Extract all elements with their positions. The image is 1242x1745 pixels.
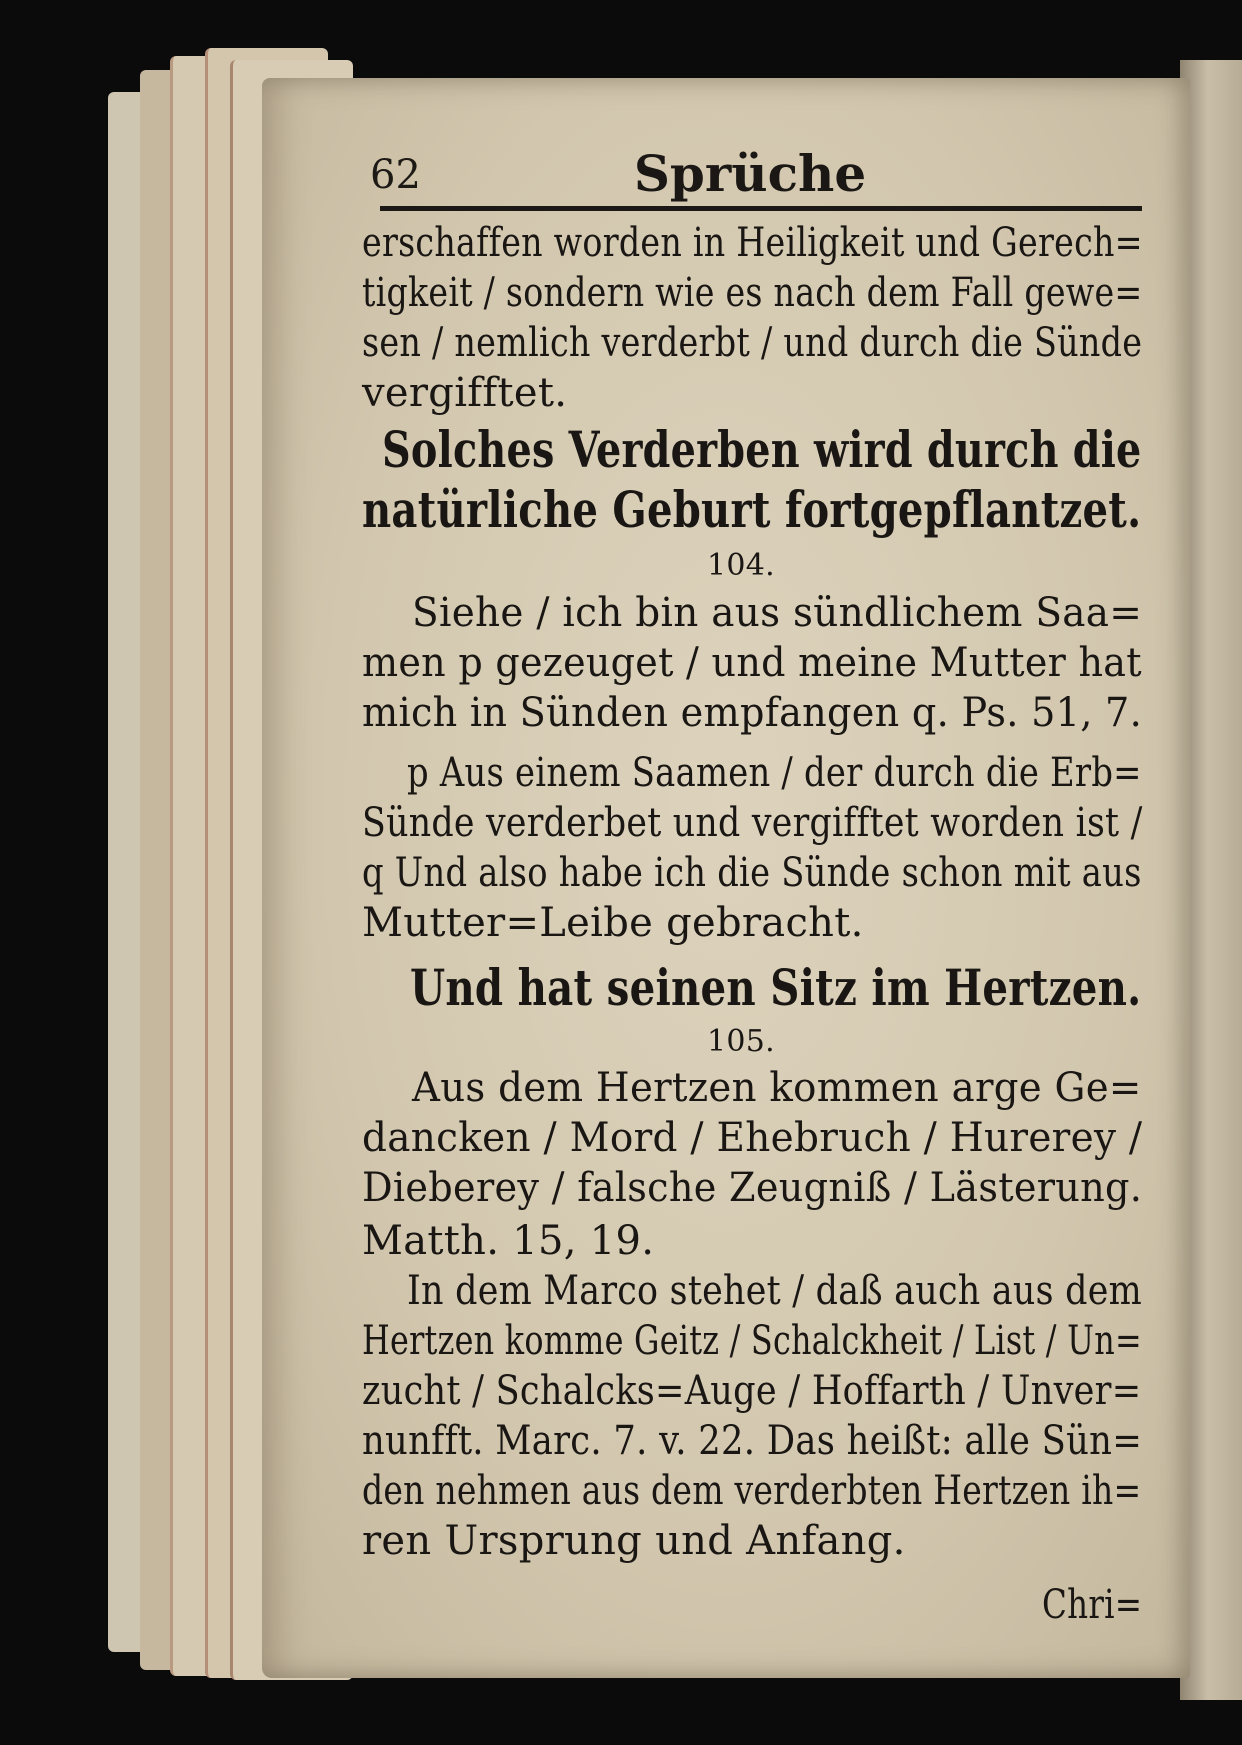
section-heading: Solches Verderben wird durch die [382,420,1142,479]
header-rule [380,206,1142,211]
text-line: In dem Marco stehet / daß auch aus dem [407,1268,1142,1314]
text-line: Dieberey / falsche Zeugniß / Lästerung. [362,1165,1143,1211]
footnote-line: p Aus einem Saamen / der durch die Erb= [407,750,1142,796]
text-line: dancken / Mord / Ehebruch / Hurerey / [362,1115,1143,1161]
text-line: tigkeit / sondern wie es nach dem Fall gewe= [362,270,1143,316]
text-line: Siehe / ich bin aus sündlichem Saa= [412,590,1143,636]
text-line: den nehmen aus dem verderbten Hertzen ih= [362,1468,1142,1514]
footnote-line: Mutter=Leibe gebracht. [362,900,864,946]
reference-line: Matth. 15, 19. [362,1218,655,1264]
page-number: 62 [370,152,421,198]
text-line: ren Ursprung und Anfang. [362,1518,906,1564]
page-header [370,144,1130,214]
text-line: vergifftet. [362,370,568,416]
text-line: nunfft. Marc. 7. v. 22. Das heißt: alle Sün= [362,1418,1143,1464]
verse-number: 105. [707,1024,775,1059]
running-head: Sprüche [633,144,867,203]
section-heading: Und hat seinen Sitz im Hertzen. [410,958,1142,1017]
text-line: mich in Sünden empfangen q. Ps. 51, 7. [362,690,1143,736]
text-line: men p gezeuget / und meine Mutter hat [362,640,1142,686]
section-heading: natürliche Geburt fortgepflantzet. [362,480,1142,539]
footnote-line: Sünde verderbet und vergifftet worden ist / [362,800,1143,846]
text-line: erschaffen worden in Heiligkeit und Gerech= [362,220,1143,266]
text-line: sen / nemlich verderbt / und durch die Sünde [362,320,1143,366]
verse-number: 104. [707,548,775,583]
text-line: zucht / Schalcks=Auge / Hoffarth / Unver= [362,1368,1142,1414]
text-line: Hertzen komme Geitz / Schalckheit / List / Un= [362,1318,1142,1364]
footnote-line: q Und also habe ich die Sünde schon mit aus [362,850,1142,896]
text-line: Aus dem Hertzen kommen arge Ge= [412,1065,1142,1111]
catchword: Chri= [1042,1582,1143,1628]
